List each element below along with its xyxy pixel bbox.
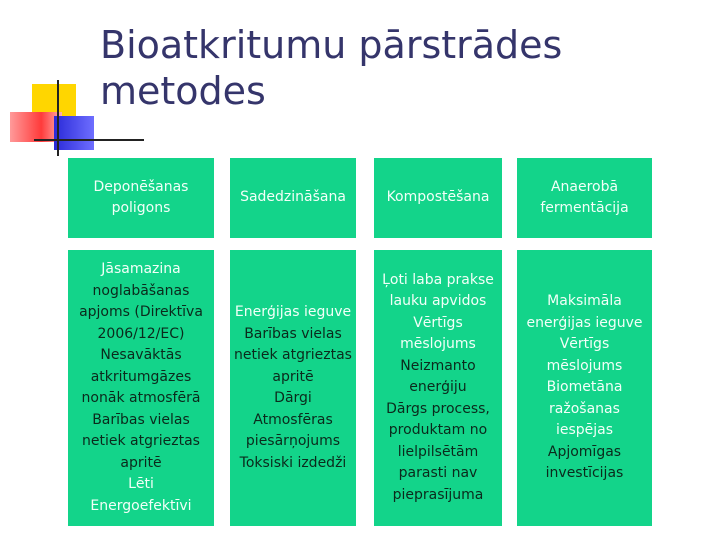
detail-line: 2006/12/EC)	[97, 325, 185, 342]
detail-line: apritē	[272, 368, 314, 385]
method-details-incineration	[230, 250, 356, 526]
decor-vertical-line	[57, 80, 59, 156]
detail-line: Dārgi	[274, 390, 312, 406]
detail-line: Dārgs process,	[386, 400, 490, 417]
method-header-landfill	[68, 158, 214, 238]
detail-line: Maksimāla	[547, 293, 622, 310]
slide-title-line-2: metodes	[100, 69, 266, 113]
details-list	[79, 259, 203, 517]
details-list	[526, 291, 642, 485]
detail-line: Barības vielas	[244, 325, 342, 342]
method-header-anaerobic	[517, 158, 652, 238]
detail-line: Toksiski izdedži	[239, 454, 347, 471]
detail-line: Enerģijas ieguve	[234, 304, 352, 320]
detail-line: enerģiju	[409, 379, 467, 396]
method-header-composting	[374, 158, 502, 238]
detail-line: enerģijas ieguve	[526, 314, 643, 331]
decor-blue-square	[54, 116, 94, 150]
header-text: Anaerobā	[550, 178, 619, 195]
header-text: Deponēšanas	[93, 178, 189, 195]
detail-line: piesārņojums	[245, 433, 341, 449]
details-list	[382, 270, 494, 507]
detail-line: investīcijas	[545, 465, 624, 482]
detail-line: netiek atgrieztas	[82, 433, 200, 449]
method-details-composting	[374, 250, 502, 526]
detail-line: mēslojums	[400, 336, 476, 353]
detail-line: Jāsamazina	[101, 261, 181, 277]
detail-line: lauku apvidos	[389, 293, 487, 310]
detail-line: Neizmanto	[400, 357, 476, 374]
header-text: fermentācija	[540, 200, 629, 216]
header-text: Sadedzināšana	[240, 189, 346, 206]
detail-line: pieprasījuma	[392, 486, 484, 503]
header-text: Kompostēšana	[386, 189, 490, 206]
detail-line: ražošanas	[549, 400, 620, 417]
detail-line: atkritumgāzes	[90, 368, 192, 385]
header-text: poligons	[111, 200, 171, 216]
detail-line: parasti nav	[398, 465, 478, 482]
detail-line: Biometāna	[546, 379, 623, 396]
detail-line: iespējas	[555, 422, 614, 439]
detail-line: nonāk atmosfērā	[81, 390, 201, 406]
detail-line: Ļoti laba prakse	[382, 271, 494, 288]
detail-line: Apjomīgas	[547, 443, 622, 460]
detail-line: Nesavāktās	[100, 347, 182, 363]
detail-line: apritē	[120, 454, 162, 471]
detail-line: mēslojums	[546, 357, 623, 374]
method-details-landfill	[68, 250, 214, 526]
detail-line: produktam no	[388, 422, 488, 439]
detail-line: Lēti	[128, 476, 154, 492]
detail-line: lielpilsētām	[397, 443, 479, 460]
detail-line: Atmosfēras	[253, 411, 333, 428]
detail-line: Vērtīgs	[559, 336, 610, 353]
detail-line: Energoefektīvi	[90, 497, 192, 514]
detail-line: noglabāšanas	[92, 282, 190, 299]
slide-title-line-1: Bioatkritumu pārstrādes	[100, 23, 563, 67]
decor-horizontal-line	[34, 139, 144, 141]
method-header-incineration	[230, 158, 356, 238]
method-details-anaerobic	[517, 250, 652, 526]
detail-line: Vērtīgs	[413, 314, 463, 331]
details-list	[234, 302, 352, 474]
detail-line: netiek atgrieztas	[234, 347, 352, 363]
detail-line: Barības vielas	[92, 411, 190, 428]
slide-title	[100, 22, 700, 114]
detail-line: apjoms (Direktīva	[79, 304, 203, 320]
